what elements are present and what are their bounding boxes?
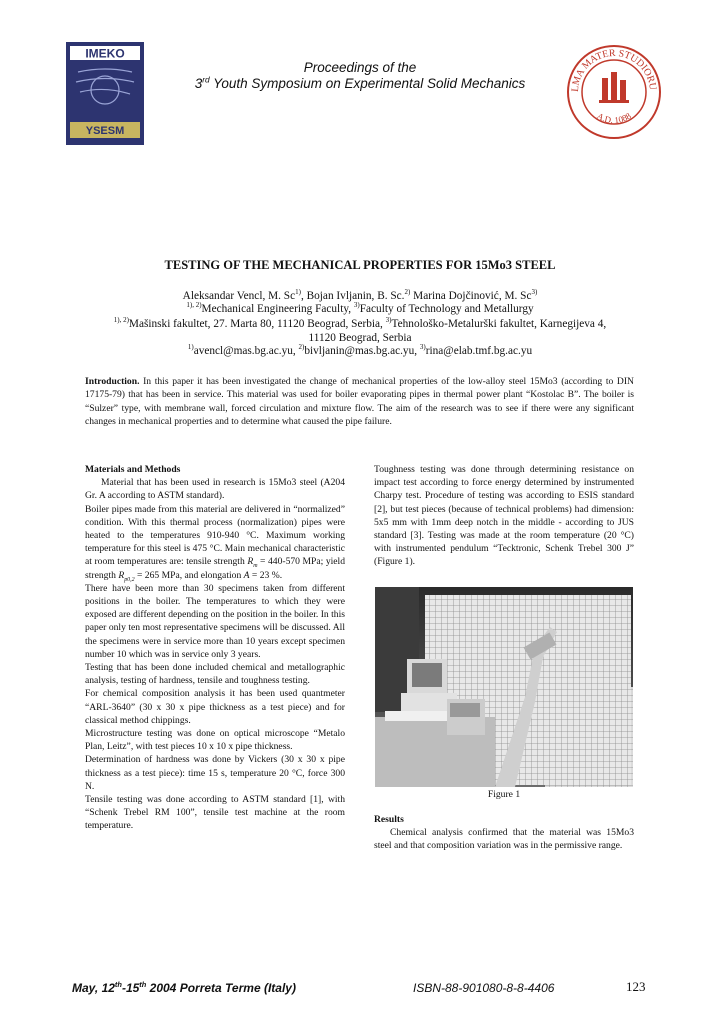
section-heading-materials: Materials and Methods	[85, 464, 181, 475]
affiliation-line-3: 11120 Beograd, Serbia	[308, 332, 412, 344]
email-3[interactable]: rina@elab.tmf.bg.ac.yu	[425, 345, 533, 357]
figure-charpy-pendulum-photo	[375, 587, 633, 787]
email-1-mark: 1)	[187, 343, 194, 352]
paragraph: Tensile testing was done according to ASTM standard [1], with “Schenk Trebel RM 100”, tensile test machine at the room temperature.	[85, 794, 345, 832]
author-1-mark: 1)	[295, 288, 301, 297]
symbol-rp: R	[118, 569, 125, 581]
proceedings-ordinal: 3	[194, 76, 203, 91]
svg-text:IMEKO: IMEKO	[85, 46, 125, 61]
footer-date-part: May, 12	[72, 981, 115, 995]
section-heading-results: Results	[374, 814, 404, 825]
paragraph: Determination of hardness was done by Vickers (30 x 30 x pipe thickness as a test piece): time 15 s, temperature 20 °C, force 300 N.	[85, 754, 345, 792]
text-run: = 23 %.	[249, 569, 283, 581]
paragraph: There have been more than 30 specimens taken from different positions in the boiler. The temperatures to which they were exposed are different depending on the position in the boiler. In this paper only ten most representative specimens will be discussed. All the specimens were in service more than 10 years except specimen number 10 which was in service only 3 years.	[85, 582, 345, 660]
paper-title: TESTING OF THE MECHANICAL PROPERTIES FOR 15Mo3 STEEL	[164, 258, 556, 272]
footer-date-sup: th	[139, 980, 147, 989]
author-2-mark: 2)	[404, 288, 411, 297]
figure-caption: Figure 1	[487, 789, 521, 800]
svg-text:ALMA MATER STUDIORUM: LMA MATER STUDIORU	[569, 47, 659, 93]
footer-date-part: 2004 Porreta Terme (Italy)	[146, 981, 296, 995]
affiliation-2-text: Faculty of Technology and Metallurgy	[359, 303, 534, 315]
symbol-rm-sub: m	[253, 563, 258, 570]
left-column	[85, 463, 345, 833]
affiliation-line-1	[40, 303, 680, 315]
symbol-rm: R	[247, 556, 254, 568]
page-number: 123	[626, 979, 646, 994]
author-2: , Bojan Ivljanin, B. Sc.	[300, 290, 405, 302]
text-run: = 440-570 MPa; yield strength	[85, 556, 346, 581]
imeko-logo	[66, 42, 144, 145]
email-2[interactable]: bivljanin@mas.bg.ac.yu,	[304, 345, 418, 357]
paragraph: Toughness testing was done through determining resistance on impact test according to force energy determined by instrumented Charpy test. Procedure of testing was according to ESIS standard [2], but test pieces (because of technical problems) had dimension: 5x5 mm with 1mm deep notch in the middle - according to JUS standard [3]. Testing was made at the room temperature (20 °C) with instrumented pendulum “Tecktronic, Schenk Trebel 300 J” (Figure 1).	[374, 464, 634, 568]
proceedings-line-2	[150, 76, 570, 91]
paragraph: Microstructure testing was done on optical microscope “Metalo Plan, Leitz”, with test pieces 10 x 10 x pipe thickness.	[85, 728, 345, 753]
abstract-heading: Introduction.	[85, 376, 140, 387]
email-3-mark: 3)	[419, 343, 426, 352]
paragraph: Testing that has been done included chemical and metallographic analysis, testing of hardness, tensile and toughness testing.	[85, 662, 345, 687]
author-1: Aleksandar Vencl, M. Sc	[182, 290, 296, 302]
affiliation-2-mark: 3)	[353, 301, 360, 310]
affiliation-1-mark: 1), 2)	[186, 301, 202, 310]
right-column	[374, 463, 634, 569]
abstract-text: In this paper it has been investigated the change of mechanical properties of the low-alloy steel 15Mo3 (according to DIN 17175-79) that has been in service. This material was used for boiler evaporating pipes in thermal power plant “Kostolac B”. The boiler is “Sulzer” type, with membrane wall, forced circulation and mixture flow. The aim of the research was to see if there were any significant changes in mechanical properties and to determine what caused the pipe failure.	[85, 376, 634, 428]
footer-conference-date	[72, 981, 296, 995]
paragraph	[85, 503, 345, 582]
proceedings-line-1: Proceedings of the	[303, 60, 417, 75]
author-3-mark: 3)	[531, 288, 538, 297]
email-1[interactable]: avencl@mas.bg.ac.yu,	[193, 345, 296, 357]
footer-date-sup: th	[114, 980, 122, 989]
university-seal	[566, 44, 662, 140]
affiliation-1-text: Mechanical Engineering Faculty,	[201, 303, 352, 315]
symbol-a: A	[243, 569, 250, 581]
footer-isbn: ISBN-88-901080-8-8-4406	[413, 981, 555, 995]
author-3: Marina Dojčinović, M. Sc	[410, 290, 532, 302]
affiliation-line-2	[40, 318, 680, 330]
address-1-text: Mašinski fakultet, 27. Marta 80, 11120 Beograd, Serbia,	[128, 318, 383, 330]
address-1-mark: 1), 2)	[113, 316, 129, 325]
address-2-mark: 3)	[385, 316, 392, 325]
svg-text:YSESM: YSESM	[85, 125, 125, 137]
paragraph: Chemical analysis confirmed that the material was 15Mo3 steel and that composition variation was in the permissive range.	[374, 827, 634, 852]
results-section	[374, 813, 634, 853]
text-run: Boiler pipes made from this material are delivered in “normalized” condition. With this thermal process (normalization) pipes were heated to the temperatures 910-940 °C. Maximum working temperature for this steel is 475 °C. Main mechanical characteristic at room temperatures are: tensile strength	[85, 503, 345, 568]
paragraph: Material that has been used in research is 15Mo3 steel (A204 Gr. A according to ASTM standard).	[85, 477, 345, 502]
paragraph: For chemical composition analysis it has been used quantmeter “ARL-3640” (30 x 30 x pipe thickness as a test piece) and for classical method chippings.	[85, 688, 345, 726]
email-line	[40, 345, 680, 357]
proceedings-ordinal-suffix: rd	[202, 74, 210, 85]
text-run: = 265 MPa, and elongation	[134, 569, 244, 581]
proceedings-symposium-name: Youth Symposium on Experimental Solid Mechanics	[209, 76, 526, 91]
email-2-mark: 2)	[298, 343, 305, 352]
svg-text:A.D. 1088: A.D. 1088	[595, 110, 633, 126]
address-2-text: Tehnološko-Metalurški fakultet, Karnegijeva 4,	[391, 318, 607, 330]
symbol-rp-sub: p0,2	[124, 576, 135, 583]
abstract	[85, 375, 634, 429]
author-line	[40, 290, 680, 302]
footer-date-part: -15	[121, 981, 140, 995]
